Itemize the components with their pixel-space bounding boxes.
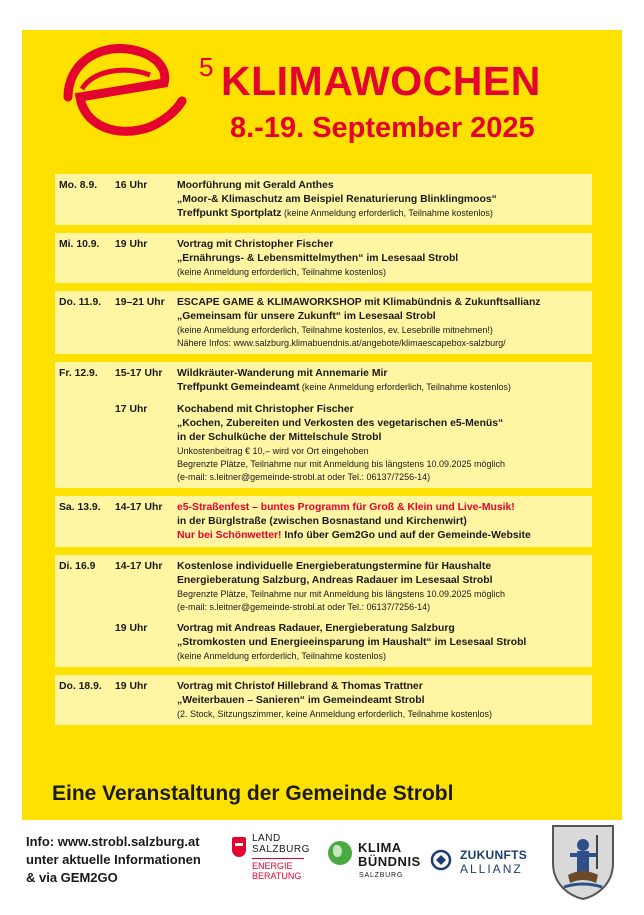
- event-location: Treffpunkt Gemeindeamt: [177, 382, 300, 393]
- event-day: Do. 11.9.: [59, 297, 102, 308]
- klimabuendnis-logo: [328, 838, 428, 888]
- event-title: Vortrag mit Christof Hillebrand & Thomas Trattner: [177, 681, 423, 692]
- event-row-sa: [55, 496, 592, 547]
- event-note: Begrenzte Plätze, Teilnahme nur mit Anmeldung bis längstens 10.09.2025 möglich: [177, 459, 506, 469]
- event-row-mi: [55, 233, 592, 283]
- event-note: Unkostenbeitrag € 10,– wird vor Ort eingehoben: [177, 446, 369, 456]
- event-time: 19 Uhr: [115, 681, 148, 692]
- event-location: in der Bürglstraße (zwischen Bosnastand und Kirchenwirt): [177, 516, 467, 527]
- event-title: Vortrag mit Christopher Fischer: [177, 239, 334, 250]
- event-item: [115, 622, 588, 663]
- event-item: [115, 403, 588, 484]
- event-time: 15-17 Uhr: [115, 368, 163, 379]
- event-row-do-18: [55, 675, 592, 725]
- event-note: (keine Anmeldung erforderlich, Teilnahme kostenlos): [281, 208, 493, 218]
- event-title: Kostenlose individuelle Energieberatungstermine für Haushalte: [177, 561, 492, 572]
- event-row-do-11: [55, 291, 592, 354]
- event-date: 8.-19. September 2025: [230, 112, 535, 144]
- event-note: (2. Stock, Sitzungszimmer, keine Anmeldung erforderlich, Teilnahme kostenlos): [177, 709, 492, 719]
- event-row-mo: [55, 174, 592, 225]
- event-time: 19 Uhr: [115, 623, 148, 634]
- page-title: KLIMAWOCHEN: [221, 58, 541, 104]
- footer-info-line: unter aktuelle Informationen: [26, 852, 201, 867]
- logo-text: SALZBURG: [359, 872, 404, 879]
- event-contact: (e-mail: s.leitner@gemeinde-strobl.at oder Tel.: 06137/7256-14): [177, 472, 431, 482]
- event-note: (keine Anmeldung erforderlich, Teilnahme kostenlos): [299, 382, 511, 392]
- event-row-di: [55, 555, 592, 667]
- logo-text: ENERGIE BERATUNG: [252, 861, 302, 881]
- land-salzburg-logo: [232, 831, 312, 891]
- event-time: 14-17 Uhr: [115, 502, 163, 513]
- event-subtitle: „Stromkosten und Energieeinsparung im Haushalt“ im Lesesaal Strobl: [177, 637, 527, 648]
- poster: [22, 30, 622, 820]
- event-day: Fr. 12.9.: [59, 368, 98, 379]
- logo-superscript: 5: [199, 52, 214, 82]
- event-day: Sa. 13.9.: [59, 502, 101, 513]
- event-title: e5-Straßenfest – buntes Programm für Groß & Klein und Live-Musik!: [177, 502, 515, 513]
- event-title: Moorführung mit Gerald Anthes: [177, 180, 334, 191]
- footer-info-line: & via GEM2GO: [26, 870, 118, 885]
- event-item: [115, 179, 588, 221]
- event-item: [115, 501, 588, 543]
- globe-icon: [328, 841, 352, 865]
- logo-text: ZUKUNFTS: [460, 848, 528, 862]
- event-item: [115, 680, 588, 721]
- event-day: Mi. 10.9.: [59, 239, 100, 250]
- event-time: 16 Uhr: [115, 180, 148, 191]
- e5-logo-icon: [46, 35, 196, 155]
- logo-text: BÜNDNIS: [358, 854, 421, 869]
- organizer-line: Eine Veranstaltung der Gemeinde Strobl: [52, 782, 454, 805]
- event-subtitle: „Moor-& Klimaschutz am Beispiel Renaturierung Blinklingmoos“: [177, 194, 497, 205]
- event-row-fr: [55, 362, 592, 488]
- logo-text: KLIMA: [358, 840, 402, 855]
- event-subtitle: Energieberatung Salzburg, Andreas Radauer im Lesesaal Strobl: [177, 575, 493, 586]
- event-title: Vortrag mit Andreas Radauer, Energieberatung Salzburg: [177, 623, 455, 634]
- event-note: (keine Anmeldung erforderlich, Teilnahme kostenlos): [177, 267, 386, 277]
- event-subtitle: „Gemeinsam für unsere Zukunft“ im Lesesaal Strobl: [177, 311, 436, 322]
- event-item: [115, 367, 588, 395]
- event-day: Mo. 8.9.: [59, 180, 98, 191]
- event-subtitle: „Kochen, Zubereiten und Verkosten des vegetarischen e5-Menüs“: [177, 418, 504, 429]
- weather-warning: Nur bei Schönwetter!: [177, 530, 282, 541]
- event-info-link: Nähere Infos: www.salzburg.klimabuendnis.at/angebote/klimaescapebox-salzburg/: [177, 338, 506, 348]
- event-time: 19–21 Uhr: [115, 297, 165, 308]
- footer-website: Info: www.strobl.salzburg.at: [26, 834, 200, 849]
- event-title: ESCAPE GAME & KLIMAWORKSHOP mit Klimabündnis & Zukunftsallianz: [177, 297, 541, 308]
- event-location: Treffpunkt Sportplatz: [177, 208, 282, 219]
- event-subtitle: „Weiterbauen – Sanieren“ im Gemeindeamt Strobl: [177, 695, 425, 706]
- event-note: Info über Gem2Go und auf der Gemeinde-Website: [281, 530, 531, 541]
- logo-text: LAND: [252, 833, 281, 844]
- zukunftsallianz-logo: [430, 846, 542, 880]
- event-title: Kochabend mit Christopher Fischer: [177, 404, 354, 415]
- event-title: Wildkräuter-Wanderung mit Annemarie Mir: [177, 368, 388, 379]
- event-day: Do. 18.9.: [59, 681, 102, 692]
- event-subtitle: „Ernährungs- & Lebensmittelmythen“ im Lesesaal Strobl: [177, 253, 459, 264]
- event-item: [115, 560, 588, 614]
- logo-text: SALZBURG: [252, 844, 310, 855]
- event-time: 19 Uhr: [115, 239, 148, 250]
- logo-divider: [252, 858, 304, 859]
- zukunftsallianz-icon: [430, 849, 452, 871]
- event-location: in der Schulküche der Mittelschule Strobl: [177, 432, 382, 443]
- event-time: 17 Uhr: [115, 404, 148, 415]
- footer-info: [26, 833, 201, 887]
- event-item: [115, 238, 588, 279]
- event-note: Begrenzte Plätze, Teilnahme nur mit Anmeldung bis längstens 10.09.2025 möglich: [177, 589, 506, 599]
- event-time: 14-17 Uhr: [115, 561, 163, 572]
- event-contact: (e-mail: s.leitner@gemeinde-strobl.at oder Tel.: 06137/7256-14): [177, 602, 431, 612]
- strobl-coat-of-arms-icon: [550, 823, 616, 901]
- event-schedule: [55, 174, 592, 733]
- event-note: (keine Anmeldung erforderlich, Teilnahme kostenlos): [177, 651, 386, 661]
- logo-text: ALLIANZ: [460, 862, 523, 876]
- event-item: [115, 296, 588, 350]
- event-note: (keine Anmeldung erforderlich, Teilnahme kostenlos, ev. Lesebrille mitnehmen!): [177, 325, 493, 335]
- event-day: Di. 16.9: [59, 561, 96, 572]
- land-crest-icon: [232, 837, 246, 857]
